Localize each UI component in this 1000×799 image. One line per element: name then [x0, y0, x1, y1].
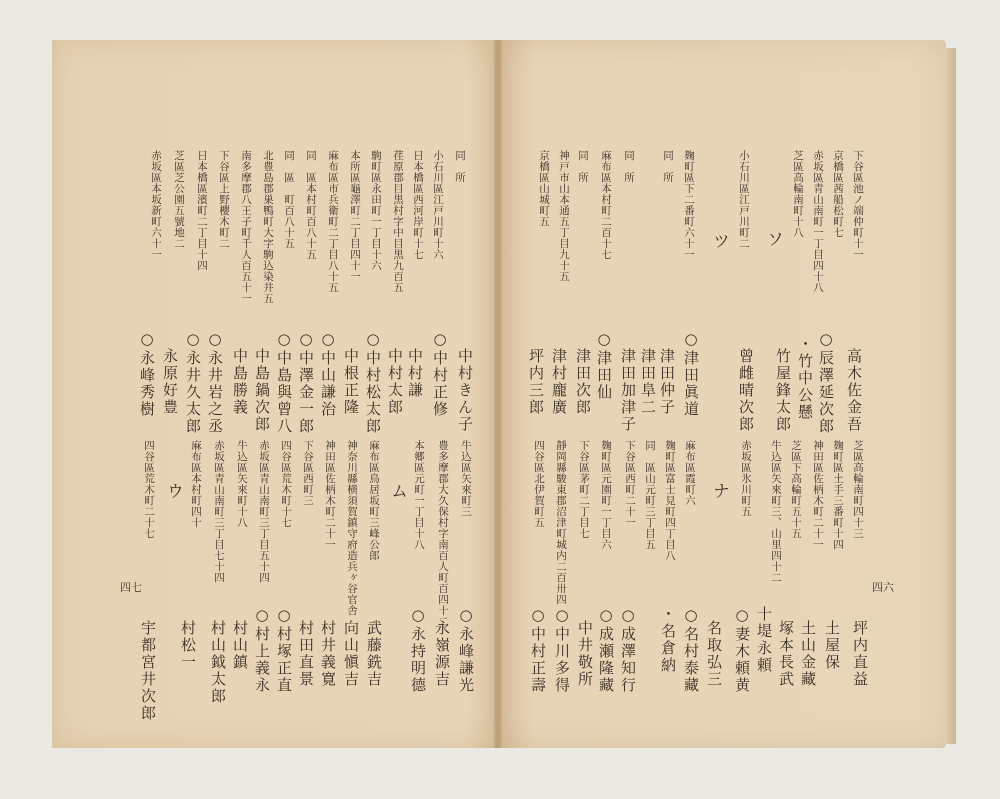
name-entry: 津田加津子: [619, 348, 637, 433]
address-entry: 赤坂區青山南町三丁目五十四: [258, 440, 270, 583]
address-entry: 京橋區山城町五: [538, 150, 550, 227]
address-entry: 芝區高輪南町十八: [792, 150, 804, 238]
address-entry: 本郷區元町一丁目十八: [413, 440, 425, 550]
address-entry: 麻布區本村町二百十七: [600, 150, 612, 260]
name-entry: ○津田仙: [595, 330, 613, 401]
address-entry: 赤坂區本坂新町六十一: [150, 150, 162, 260]
name-entry: 武藤銑吉: [365, 620, 383, 688]
address-entry: 下谷區茅町二丁目七: [578, 440, 590, 539]
name-entry: 中島鍋次郎: [253, 348, 271, 433]
address-entry: 同 所: [662, 150, 674, 183]
address-entry: 麹町區元園町一丁目六: [600, 440, 612, 550]
name-entry: 津田仲子: [658, 348, 676, 416]
address-entry: 牛込區矢來町三: [460, 440, 472, 517]
section-kana: ナ: [709, 482, 729, 499]
name-entry: ○永井久太郎: [184, 330, 202, 435]
address-entry: 京橋區茜船松町七: [832, 150, 844, 238]
address-entry: 小石川區江戸川町二: [738, 150, 750, 249]
address-entry: 同 區 町百八十五: [283, 150, 295, 249]
address-entry: 下谷區西町二十一: [624, 440, 636, 528]
name-entry: 宇都宮井次郎: [139, 620, 157, 722]
name-entry: 村田直景: [297, 620, 315, 688]
name-entry: ・竹中公懸: [796, 336, 814, 421]
name-entry: 名取弘三: [705, 620, 723, 688]
name-entry: 村山鉞太郎: [209, 620, 227, 705]
address-entry: 同 所: [623, 150, 635, 183]
address-entry: 小石川區江戸川町十六: [432, 150, 444, 260]
name-entry: 中井敬所: [576, 620, 594, 688]
name-entry: ○永峰謙光: [457, 606, 475, 694]
address-entry: 同 區山元町三丁目五: [644, 440, 656, 550]
address-entry: 赤坂區氷川町五: [740, 440, 752, 517]
name-entry: 津田次郎: [574, 348, 592, 416]
address-entry: 下谷區池ノ端仲町十一: [852, 150, 864, 260]
address-entry: 南多摩郡八王子町千人百五十一: [240, 150, 252, 304]
name-entry: 永原好豊: [161, 348, 179, 416]
name-entry: 永嶺源吉: [433, 620, 451, 688]
name-entry: ○中川多得: [553, 606, 571, 694]
address-entry: 日本橋區西河岸町十七: [412, 150, 424, 260]
name-entry: 中村謙: [406, 348, 424, 399]
name-entry: 村井義寛: [319, 620, 337, 688]
address-entry: 麹町區富士見町四丁目八: [664, 440, 676, 561]
name-entry: ○中村正壽: [529, 606, 547, 694]
page-number: 四六: [872, 581, 894, 594]
address-entry: 赤坂區青山南町三丁目七十四: [213, 440, 225, 583]
address-entry: 四谷區荒木町二十七: [143, 440, 155, 539]
name-entry: 中村きん子: [456, 348, 474, 433]
address-entry: 神田區佐柄木町二十一: [324, 440, 336, 550]
name-entry: 村松一: [179, 620, 197, 671]
address-entry: 同 所: [577, 150, 589, 183]
address-entry: 靜岡縣駿東郡沼津町城内二百卅四: [555, 440, 567, 605]
address-entry: 芝區芝公園五號地二: [173, 150, 185, 249]
address-entry: 芝區下高輪町五十五: [790, 440, 802, 539]
page-number: 四七: [120, 581, 142, 594]
address-entry: 本所區龜澤町二丁目四十一: [349, 150, 361, 282]
address-entry: 四谷區荒木町十七: [280, 440, 292, 528]
address-entry: 麻布區本村町四十: [190, 440, 202, 528]
section-kana: ツ: [709, 232, 729, 249]
name-entry: 向山愼吉: [342, 620, 360, 688]
address-entry: 麹町區土手三番町十四: [832, 440, 844, 550]
name-entry: ○名村泰藏: [682, 606, 700, 694]
name-entry: ○永峰秀樹: [138, 330, 156, 418]
section-kana: ム: [387, 482, 407, 499]
address-entry: 芝區高輪南町四十三: [852, 440, 864, 539]
name-entry: ・名倉納: [659, 606, 677, 674]
page-edge: [944, 48, 956, 744]
name-entry: ○妻木頼黄: [733, 606, 751, 694]
address-entry: 四谷區北伊賀町五: [533, 440, 545, 528]
name-entry: ○成瀬隆藏: [597, 606, 615, 694]
name-entry: ○辰澤延次郎: [817, 330, 835, 435]
name-entry: ○村塚正直: [275, 606, 293, 694]
name-entry: 坪内三郎: [527, 348, 545, 416]
address-entry: 赤坂區青山南町一丁目四十八: [812, 150, 824, 293]
address-entry: 下谷區上野櫻木町二: [218, 150, 230, 249]
name-entry: ○永井岩之丞: [206, 330, 224, 435]
name-entry: ○中山謙治: [319, 330, 337, 418]
name-entry: ○中島與曾八: [275, 330, 293, 435]
address-entry: 北豊島郡巣鴨町大字駒込染井五: [262, 150, 274, 304]
address-entry: 下谷區西町三: [302, 440, 314, 506]
name-entry: 高木佐金吾: [845, 348, 863, 433]
book-gutter: [494, 40, 502, 748]
name-entry: 坪内直益: [851, 620, 869, 688]
name-entry: ○中澤金一郎: [297, 330, 315, 435]
name-entry: ○成澤知行: [619, 606, 637, 694]
name-entry: 土山金藏: [799, 620, 817, 688]
address-entry: 荏原郡目黒村字中目黒九百五: [392, 150, 404, 293]
address-entry: 牛込區矢來町十八: [236, 440, 248, 528]
name-entry: 津田阜二: [639, 348, 657, 416]
name-entry: ○村上義永: [253, 606, 271, 694]
name-entry: 中島勝義: [231, 348, 249, 416]
section-kana: ウ: [163, 482, 183, 499]
address-entry: 駒町區永田町一丁目十六: [370, 150, 382, 271]
name-entry: ○中村松太郎: [364, 330, 382, 435]
name-entry: 土屋保: [823, 620, 841, 671]
address-entry: 麻布區鳥居坂町三峰公郎: [368, 440, 380, 561]
address-entry: 日本橋區濱町二丁目十四: [196, 150, 208, 271]
address-entry: 麹町區下二番町六十一: [683, 150, 695, 260]
name-entry: 塚本長武: [777, 620, 795, 688]
address-entry: 麻布區市兵衛町二丁目八十五: [327, 150, 339, 293]
name-entry: ○中村正修: [431, 330, 449, 418]
address-entry: 神戸市山本通五丁目九十五: [558, 150, 570, 282]
section-kana: ソ: [763, 230, 783, 247]
address-entry: 牛込區矢來町三、山里四十二: [770, 440, 782, 583]
name-entry: 村山鎮: [231, 620, 249, 671]
name-entry: 竹屋鋒太郎: [774, 348, 792, 433]
address-entry: 同 區本村町百八十五: [305, 150, 317, 260]
name-entry: 十堤永頼: [755, 606, 773, 674]
address-entry: 麻布區霞町六: [684, 440, 696, 506]
name-entry: 中根正隆: [342, 348, 360, 416]
address-entry: 同 所: [454, 150, 466, 183]
name-entry: 中村太郎: [386, 348, 404, 416]
name-entry: 曾雌晴次郎: [737, 348, 755, 433]
name-entry: 津村龐廣: [550, 348, 568, 416]
address-entry: 豊多摩郡大久保村字南百人町百四十二: [437, 440, 449, 627]
address-entry: 神田區佐柄木町二十一: [812, 440, 824, 550]
address-entry: 神奈川縣横須賀鎮守府造兵ヶ谷官舎: [346, 440, 358, 616]
name-entry: ○永持明德: [409, 606, 427, 694]
name-entry: ○津田眞道: [682, 330, 700, 418]
